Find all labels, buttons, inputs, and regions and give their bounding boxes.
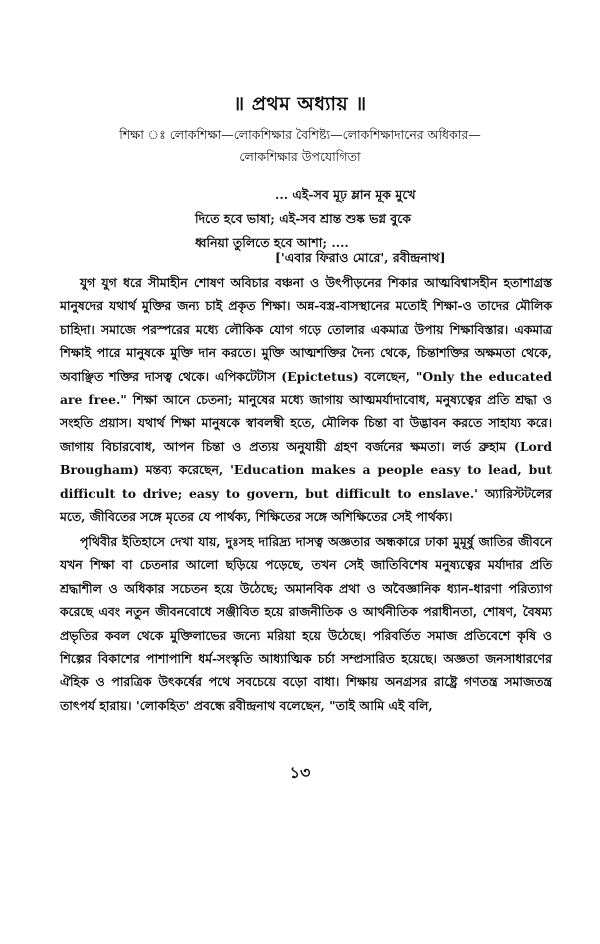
epigraph-line: দিতে হবে ভাষা; এই-সব শ্রান্ত শুষ্ক ভগ্ন বুকে — [195, 211, 412, 226]
epigraph-line: ধ্বনিয়া তুলিতে হবে আশা; .... — [195, 235, 349, 250]
chapter-subtitle: শিক্ষা ঃ লোকশিক্ষা—লোকশিক্ষার বৈশিষ্ট্য—লোকশিক্ষাদানের অধিকার—লোকশিক্ষার উপযোগিতা — [119, 127, 481, 164]
chapter-title: ॥ প্রথম অধ্যায় ॥ — [233, 93, 367, 115]
epigraph-line: ... এই-সব মূঢ় ম্লান মূক মুখে — [275, 187, 416, 202]
epigraph-attribution: ['এবার ফিরাও মোরে', রবীন্দ্রনাথ] — [275, 250, 446, 265]
body-paragraph: পৃথিবীর ইতিহাসে দেখা যায়, দুঃসহ দারিদ্র্য দাসত্ব অজ্ঞতার অন্ধকারে ঢাকা মুমূর্ষু জাতির জীবনে যখন শিক্ষা বা চেতনার আলো ছড়িয়ে পড়েছে, তখন সেই জাতিবিশেষ মনুষ্যত্বের মর্যাদার প্রতি শ্রদ্ধাশীল ও অধিকার সচেতন হয়ে উঠেছে; অমানবিক প্রথা ও অবৈজ্ঞানিক ধ্যান-ধারণা পরিত্যাগ করেছে এবং নতুন জীবনবোধে সঞ্জীবিত হয়ে রাজনীতিক ও আর্থনীতিক পরাধীনতা, শোষণ, বৈষম্য প্রভৃতির কবল থেকে মুক্তিলাভের জন্যে মরিয়া হয়ে উঠেছে। পরিবর্তিত সমাজ প্রতিবেশে কৃষি ও শিল্পের বিকাশের পাশাপাশি ধর্ম-সংস্কৃতি আধ্যাত্মিক চর্চা সম্প্রসারিত হয়েছে। অজ্ঞতা জনসাধারণের ঐহিক ও পারত্রিক উৎকর্ষের পথে সবচেয়ে বড়ো বাধা। শিক্ষায় অনগ্রসর রাষ্ট্রে গণতন্ত্র সমাজতন্ত্র তাৎপর্য হারায়। 'লোকহিত' প্রবন্ধে রবীন্দ্রনাথ বলেছেন, "তাই আমি এই বলি, — [60, 534, 552, 713]
body-paragraph: যুগ যুগ ধরে সীমাহীন শোষণ অবিচার বঞ্চনা ও উৎপীড়নের শিকার আত্মবিশ্বাসহীন হতাশাগ্রস্ত মানুষদের যথার্থ মুক্তির জন্য চাই প্রকৃত শিক্ষা। অন্ন-বস্ত্র-বাসস্থানের মতোই শিক্ষা-ও তাদের মৌলিক চাহিদা। সমাজে পরস্পরের মধ্যে লৌকিক যোগ গড়ে তোলার একমাত্র উপায় শিক্ষাবিস্তার। একমাত্র শিক্ষাই পারে মানুষকে মুক্তি দান করতে। মুক্তি আত্মশক্তির দৈন্য থেকে, চিন্তাশক্তির অক্ষমতা থেকে, অবাঞ্ছিত শক্তির দাসত্ব থেকে। এপিকটেটাস (Epictetus) বলেছেন, "Only the educated are free." শিক্ষা আনে চেতনা; মানুষের মধ্যে জাগায় আত্মমর্যাদাবোধ, মনুষ্যত্বের প্রতি শ্রদ্ধা ও সংহতি প্রয়াস। যথার্থ শিক্ষা মানুষকে স্বাবলম্বী হতে, মৌলিক চিন্তা বা উদ্ভাবন করতে সাহায্য করে। জাগায় বিচারবোধ, আপন চিন্তা ও প্রত্যয় অনুযায়ী গ্রহণ বর্জনের ক্ষমতা। লর্ড ব্রুহাম (Lord Brougham) মন্তব্য করেছেন, 'Education makes a people easy to lead, but difficult to drive; easy to govern, but difficult to enslave.' অ্যারিস্টটলের মতে, জীবিতের সঙ্গে মৃতের যে পার্থক্য, শিক্ষিতের সঙ্গে অশিক্ষিতের সেই পার্থক্য। — [60, 275, 552, 525]
page-number: ১৩ — [289, 763, 311, 782]
epigraph — [195, 183, 515, 255]
